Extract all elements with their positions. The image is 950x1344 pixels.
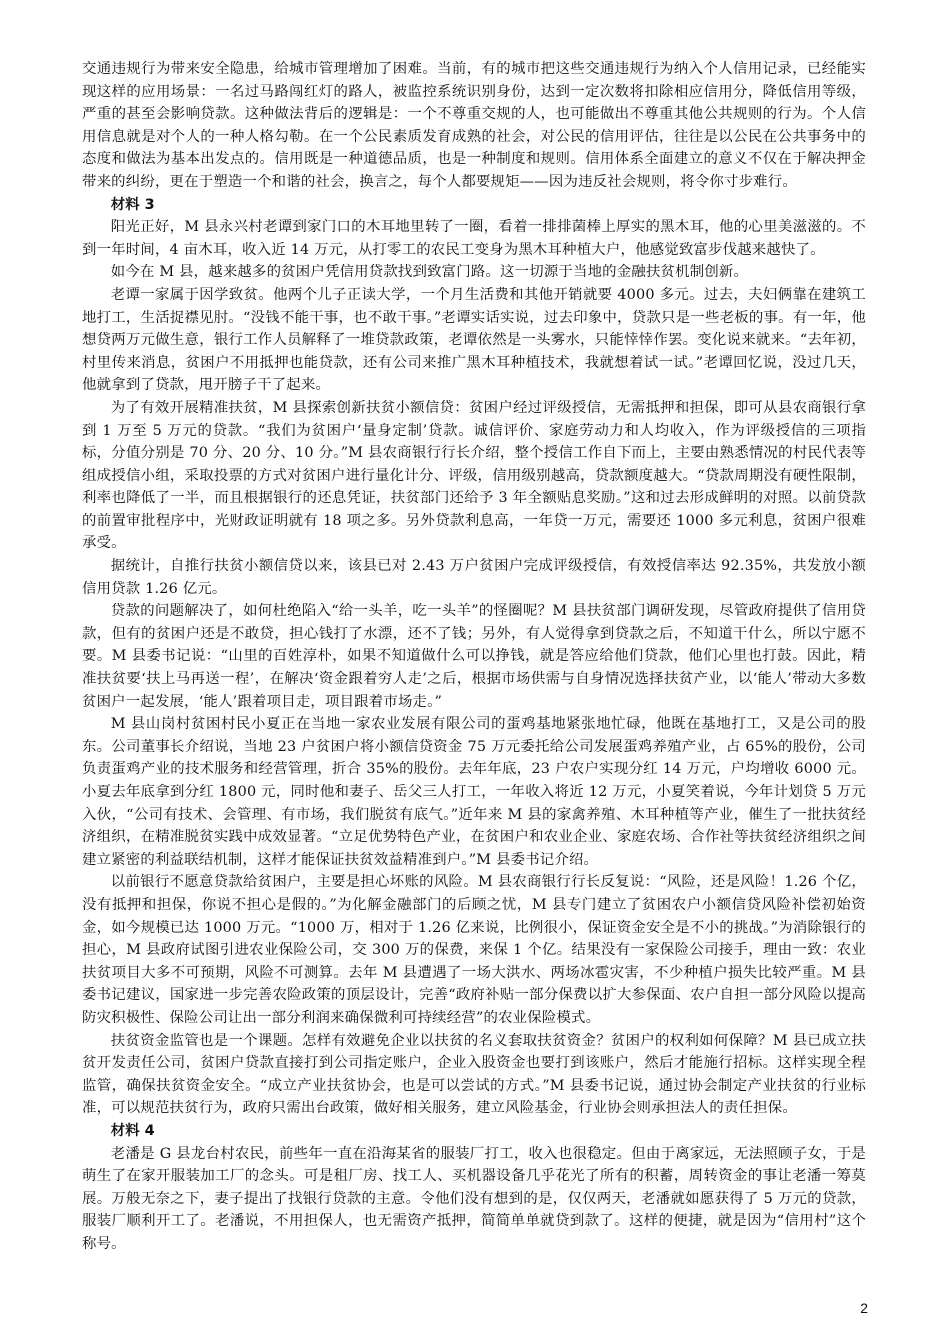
paragraph-9: 以前银行不愿意贷款给贫困户，主要是担心坏账的风险。M 县农商银行行长反复说：“风险，还是风险！1.26 个亿，没有抵押和担保，你说不担心是假的。”为化解金融部门的后顾之忧，M 县专门建立了贫困农户小额信贷风险补偿初始资金，如今规模已达 1000 万元。“1000 万，相对于 1.26 亿来说，比例很小，保证资金安全是不小的挑战。”为消除银行的担心，M 县政府试图引进农业保险公司，交 300 万的保费，来保 1 个亿。结果没有一家保险公司接手，理由一致：农业扶贫项目大多不可预期，风险不可测算。去年 M 县遭遇了一场大洪水、两场冰雹灾害，不少种植户损失比较严重。M 县委书记建议，国家进一步完善农险政策的顶层设计，完善“政府补贴一部分保费以扩大参保面、农户自担一部分风险以提高防灾积极性、保险公司让出一部分利润来确保微利可持续经营”的农业保险模式。 xyxy=(82,874,866,1026)
paragraph-2: 阳光正好，M 县永兴村老谭到家门口的木耳地里转了一圈，看着一排排菌棒上厚实的黑木耳，他的心里美滋滋的。不到一年时间，4 亩木耳，收入近 14 万元，从打零工的农民工变身为黑木耳种植大户，他感觉致富步伐越来越快了。 xyxy=(82,219,866,258)
paragraph-7: 贷款的问题解决了，如何杜绝陷入“给一头羊，吃一头羊”的怪圈呢？M 县扶贫部门调研发现，尽管政府提供了信用贷款，但有的贫困户还是不敢贷，担心钱打了水漂，还不了钱；另外，有人觉得拿到贷款之后，不知道干什么，所以宁愿不要。M 县委书记说：“山里的百姓淳朴，如果不知道做什么可以挣钱，就是答应给他们贷款，他们心里也打鼓。因此，精准扶贫要‘扶上马再送一程’，在解决‘资金跟着穷人走’之后，根据市场供需与自身情况选择扶贫产业，以‘能人’带动大多数贫困户一起发展，‘能人’跟着项目走，项目跟着市场走。” xyxy=(82,603,866,710)
section-heading-material-3: 材料 3 xyxy=(110,196,155,213)
page-number: 2 xyxy=(860,1300,868,1316)
paragraph-1: 交通违规行为带来安全隐患，给城市管理增加了困难。当前，有的城市把这些交通违规行为纳入个人信用记录，已经能实现这样的应用场景：一名过马路闯红灯的路人，被监控系统识别身份，达到一定次数将扣除相应信用分，降低信用等级，严重的甚至会影响贷款。这种做法背后的逻辑是：一个不尊重交规的人，也可能做出不尊重其他公共规则的行为。个人信用信息就是对个人的一种人格勾勒。在一个公民素质发育成熟的社会，对公民的信用评估，往往是以公民在公共事务中的态度和做法为基本出发点的。信用既是一种道德品质，也是一种制度和规则。信用体系全面建立的意义不仅在于解决押金带来的纠纷，更在于塑造一个和谐的社会，换言之，每个人都要规矩——因为违反社会规则，将令你寸步难行。 xyxy=(82,61,866,190)
paragraph-5: 为了有效开展精准扶贫，M 县探索创新扶贫小额信贷：贫困户经过评级授信，无需抵押和担保，即可从县农商银行拿到 1 万至 5 万元的贷款。“我们为贫困户‘量身定制’贷款。诚信评价、家庭劳动力和人均收入，作为评级授信的三项指标，分值分别是 70 分、20 分、10 分。”M 县农商银行行长介绍，整个授信工作自下而上，主要由熟悉情况的村民代表等组成授信小组，采取投票的方式对贫困户进行量化计分、评级，信用级别越高，贷款额度越大。“贷款周期没有硬性限制，利率也降低了一半，而且根据银行的还息凭证，扶贫部门还给予 3 年全额贴息奖励。”这和过去形成鲜明的对照。以前贷款的前置审批程序中，光财政证明就有 18 项之多。另外贷款利息高，一年贷一万元，需要还 1000 多元利息，贫困户很难承受。 xyxy=(82,399,866,552)
document-body xyxy=(82,58,866,1255)
paragraph-4: 老谭一家属于因学致贫。他两个儿子正读大学，一个月生活费和其他开销就要 4000 多元。过去，夫妇俩靠在建筑工地打工，生活捉襟见肘。“没钱不能干事，也不敢干事。”老谭实话实说，过去印象中，贷款只是一些老板的事。有一年，他想贷两万元做生意，银行工作人员解释了一堆贷款政策，老谭依然是一头雾水，只能悻悻作罢。变化说来就来。“去年初，村里传来消息，贫困户不用抵押也能贷款，还有公司来推广黑木耳种植技术，我就想着试一试。”老谭回忆说，没过几天，他就拿到了贷款，甩开膀子干了起来。 xyxy=(82,286,866,394)
paragraph-6: 据统计，自推行扶贫小额信贷以来，该县已对 2.43 万户贫困户完成评级授信，有效授信率达 92.35%，共发放小额信用贷款 1.26 亿元。 xyxy=(82,558,866,597)
paragraph-11: 老潘是 G 县龙台村农民，前些年一直在沿海某省的服装厂打工，收入也很稳定。但由于离家远，无法照顾子女，于是萌生了在家开服装加工厂的念头。可是租厂房、找工人、买机器设备几乎花光了所有的积蓄，周转资金的事让老潘一筹莫展。万般无奈之下，妻子提出了找银行贷款的主意。令他们没有想到的是，仅仅两天，老潘就如愿获得了 5 万元的贷款，服装厂顺利开工了。老潘说，不用担保人，也无需资产抵押，简简单单就贷到款了。这样的便捷，就是因为“信用村”这个称号。 xyxy=(82,1145,866,1252)
paragraph-8: M 县山岗村贫困村民小夏正在当地一家农业发展有限公司的蛋鸡基地紧张地忙碌，他既在基地打工，又是公司的股东。公司董事长介绍说，当地 23 户贫困户将小额信贷资金 75 万元委托给公司发展蛋鸡养殖产业，占 65%的股份，公司负责蛋鸡产业的技术服务和经营管理，折合 35%的股份。去年年底，23 户农户实现分红 14 万元，户均增收 6000 元。小夏去年底拿到分红 1800 元，同时他和妻子、岳父三人打工，一年收入将近 12 万元，小夏笑着说，今年计划贷 5 万元入伙，“公司有技术、会管理、有市场，我们脱贫有底气。”近年来 M 县的家禽养殖、木耳种植等产业，催生了一批扶贫经济组织，在精准脱贫实践中成效显著。“立足优势特色产业，在贫困户和农业企业、家庭农场、合作社等扶贫经济组织之间建立紧密的利益联结机制，这样才能保证扶贫效益精准到户。”M 县委书记介绍。 xyxy=(82,716,866,868)
paragraph-3: 如今在 M 县，越来越多的贫困户凭信用贷款找到致富门路。这一切源于当地的金融扶贫机制创新。 xyxy=(110,264,749,281)
section-heading-material-4: 材料 4 xyxy=(110,1122,155,1139)
paragraph-10: 扶贫资金监管也是一个课题。怎样有效避免企业以扶贫的名义套取扶贫资金？贫困户的权利如何保障？M 县已成立扶贫开发责任公司，贫困户贷款直接打到公司指定账户，企业入股资金也要打到该账户，然后才能施行招标。这样实现全程监管，确保扶贫资金安全。“成立产业扶贫协会，也是可以尝试的方式。”M 县委书记说，通过协会制定产业扶贫的行业标准，可以规范扶贫行为，政府只需出台政策，做好相关服务，建立风险基金，行业协会则承担法人的责任担保。 xyxy=(82,1032,866,1117)
